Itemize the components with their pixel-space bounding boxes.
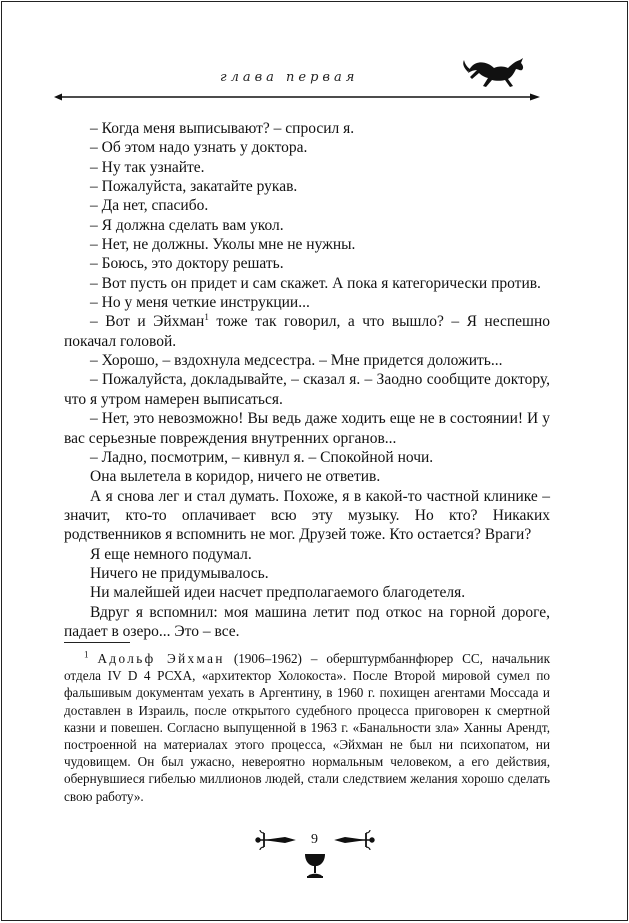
footnote bbox=[64, 650, 550, 805]
chapter-title: глава первая bbox=[220, 70, 359, 85]
footnote-reference[interactable]: 1 bbox=[204, 312, 209, 323]
paragraph: – Нет, это невозможно! Вы ведь даже ходить еще не в состоянии! И у вас серьезные повреждения внутренних органов... bbox=[64, 410, 550, 447]
paragraph-eichmann bbox=[64, 312, 550, 351]
paragraph: – Нет, не должны. Уколы мне не нужны. bbox=[90, 236, 356, 254]
paragraph: А я снова лег и стал думать. Похоже, я в какой-то частной клинике – значит, кто-то оплачивает всю эту музыку. Но кто? Никаких родственников я вспомнить не мог. Друзей тоже. Кто остается? Враги? bbox=[64, 487, 550, 544]
paragraph: – Хорошо, – вздохнула медсестра. – Мне придется доложить... bbox=[90, 352, 503, 370]
paragraph: Я еще немного подумал. bbox=[90, 545, 252, 563]
paragraph: – Пожалуйста, закатайте рукав. bbox=[90, 178, 298, 196]
paragraph: Ни малейшей идеи насчет предполагаемого благодетеля. bbox=[90, 584, 466, 602]
paragraph: – Да нет, спасибо. bbox=[90, 197, 209, 215]
chalice-icon bbox=[305, 854, 325, 878]
footnote-name: Адольф Эйхман bbox=[97, 651, 225, 666]
paragraph: – Пожалуйста, докладывайте, – сказал я. – Заодно сообщите доктору, что я утром намерен выписаться. bbox=[64, 371, 550, 408]
paragraph: – Но у меня четкие инструкции... bbox=[90, 294, 310, 312]
galloping-horse-icon bbox=[463, 58, 523, 87]
paragraph: – Я должна сделать вам укол. bbox=[90, 216, 284, 234]
main-text bbox=[64, 119, 550, 641]
header-rule bbox=[54, 94, 540, 101]
paragraph: – Когда меня выписывают? – спросил я. bbox=[90, 120, 355, 137]
book-page bbox=[1, 1, 628, 921]
footnote-separator bbox=[64, 642, 130, 643]
footnote-text: (1906–1962) – оберштурмбаннфюрер СС, начальник отдела IV D 4 РСХА, «архитектор Холокоста». После Второй мировой сумел по фальшивым документам уехать в Аргентину, в 1960 г. похищен агентами Моссада и доставлен в Израиль, после открытого судебного процесса приговорен к смертной казни и повешен. Согласно выпущенной в 1963 г. «Банальности зла» Ханны Арендт, построенной на материалах этого процесса, «Эйхман не был ни психопатом, ни чудовищем. Он был ужасно, невероятно нормальным человеком, а его действия, обернувшиеся гибелью миллионов людей, стали следствием желания хорошо сделать свою работу». bbox=[64, 651, 551, 804]
paragraph-text: тоже так говорил, а что вышло? – Я неспешно покачал головой. bbox=[64, 313, 551, 350]
paragraph: – Об этом надо узнать у доктора. bbox=[90, 139, 308, 157]
footnote-mark: 1 bbox=[84, 649, 89, 660]
paragraph: Она вылетела в коридор, ничего не ответив. bbox=[90, 468, 381, 486]
paragraph: Ничего не придумывалось. bbox=[90, 564, 269, 582]
paragraph-text: – Вот и Эйхман bbox=[90, 313, 205, 331]
paragraph: – Ну так узнайте. bbox=[90, 158, 205, 176]
paragraph: – Ладно, посмотрим, – кивнул я. – Спокойной ночи. bbox=[90, 448, 434, 466]
header-ornament bbox=[2, 2, 629, 112]
page-number: 9 bbox=[311, 832, 318, 847]
paragraph: – Боюсь, это доктору решать. bbox=[90, 255, 284, 273]
running-header bbox=[2, 2, 627, 112]
paragraph: Вдруг я вспомнил: моя машина летит под откос на горной дороге, падает в озеро... Это – все. bbox=[64, 603, 550, 640]
paragraph: – Вот пусть он придет и сам скажет. А пока я категорически против. bbox=[90, 274, 541, 292]
